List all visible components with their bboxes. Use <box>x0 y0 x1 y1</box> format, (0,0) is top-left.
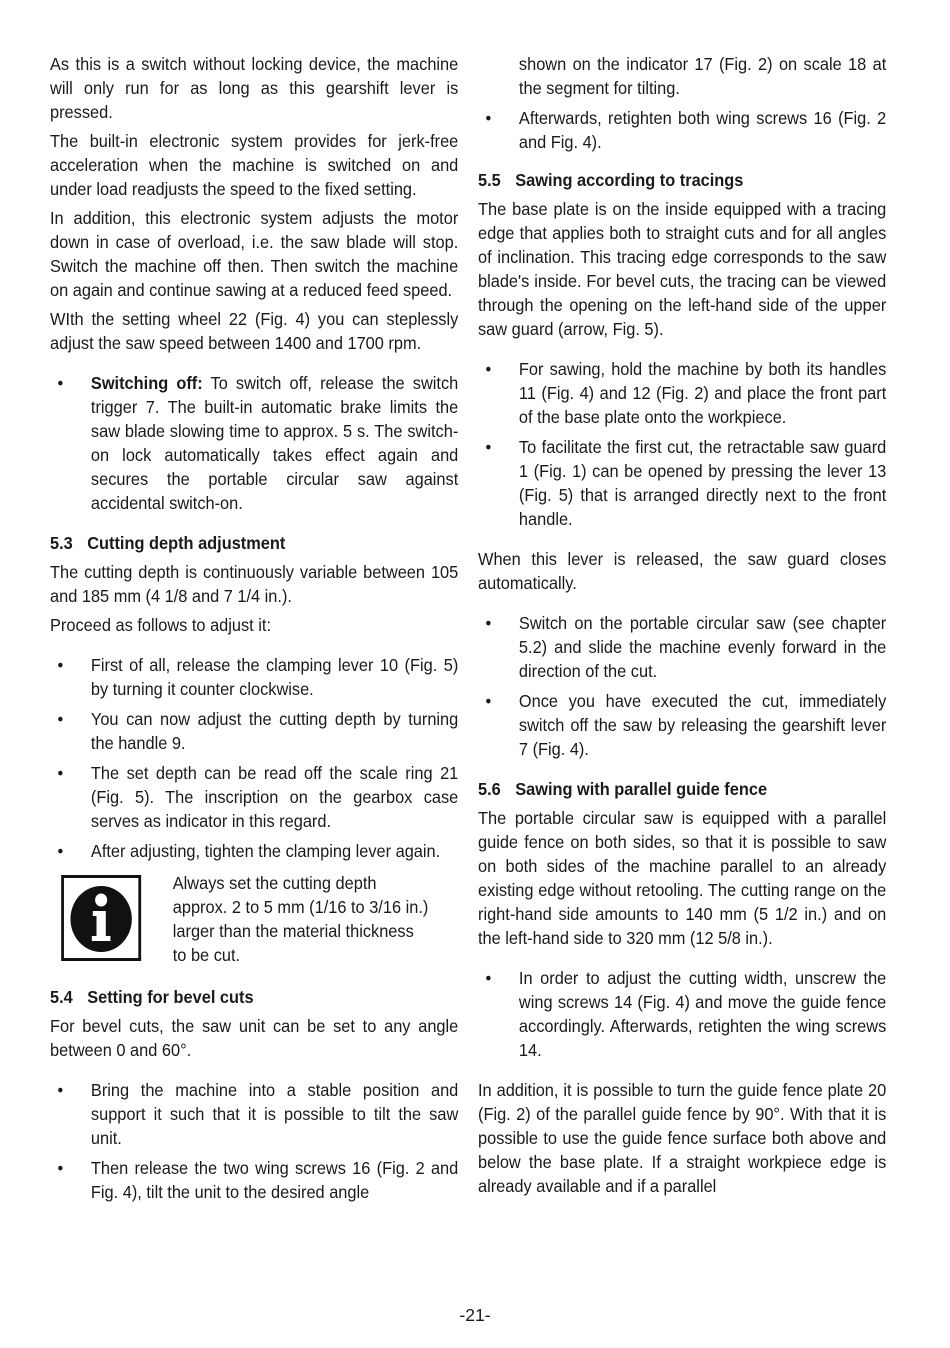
left-column <box>50 52 458 1220</box>
list-item-text: For sawing, hold the machine by both its handles 11 (Fig. 4) and 12 (Fig. 2) and place the front part of the base plate onto the workpiece. <box>518 359 887 427</box>
list-item <box>50 1156 458 1204</box>
list-item <box>50 1078 458 1150</box>
bullet: • <box>485 613 492 633</box>
bullet: • <box>57 1158 64 1178</box>
list-item-text: You can now adjust the cutting depth by turning the handle 9. <box>90 709 459 753</box>
bullet: • <box>57 373 64 393</box>
section-title: Setting for bevel cuts <box>87 987 254 1007</box>
bold-lead: Switching off: <box>90 373 203 393</box>
section-title: Sawing according to tracings <box>515 170 744 190</box>
page-number: -21- <box>459 1305 491 1325</box>
bullet: • <box>57 709 64 729</box>
list-item <box>478 611 886 683</box>
bullet: • <box>57 1080 64 1100</box>
bullet: • <box>485 691 492 711</box>
list-item <box>478 689 886 761</box>
info-icon-graphic <box>64 878 138 958</box>
list-item-text: shown on the indicator 17 (Fig. 2) on scale 18 at the segment for tilting. <box>518 54 887 98</box>
list-item-text: To facilitate the first cut, the retractable saw guard 1 (Fig. 1) can be opened by pressing the lever 13 (Fig. 5) that is arranged directly next to the front handle. <box>518 437 887 529</box>
list-item-text: To switch off, release the switch trigger 7. The built-in automatic brake limits the saw blade slowing time to approx. 5 s. The switch-on lock automatically takes effect again and secures the portable circular saw against accidental switch-on. <box>90 373 459 513</box>
bullet: • <box>57 841 64 861</box>
paragraph: The portable circular saw is equipped with a parallel guide fence on both sides, so that it is possible to saw on both sides of the machine parallel to an already existing edge without retooling. The cutting range on the right-hand side amounts to 140 mm (5 1/2 in.) and on the left-hand side to 320 mm (12 5/8 in.). <box>478 808 887 948</box>
section-heading-5-6 <box>478 777 886 801</box>
list-item-text: First of all, release the clamping lever 10 (Fig. 5) by turning it counter clockwise. <box>90 655 459 699</box>
bullet: • <box>57 763 64 783</box>
paragraph: As this is a switch without locking device, the machine will only run for as long as this gearshift lever is pressed. <box>50 54 459 122</box>
list-item <box>50 371 458 515</box>
section-number: 5.4 <box>50 987 73 1007</box>
bullet: • <box>485 359 492 379</box>
bullet-list <box>478 52 886 154</box>
bullet-list <box>50 1078 458 1204</box>
paragraph: The cutting depth is continuously variable between 105 and 185 mm (4 1/8 and 7 1/4 in.). <box>50 562 459 606</box>
list-item-text: Switch on the portable circular saw (see chapter 5.2) and slide the machine evenly forward in the direction of the cut. <box>518 613 887 681</box>
list-item-text: The set depth can be read off the scale ring 21 (Fig. 5). The inscription on the gearbox case serves as indicator in this regard. <box>90 763 459 831</box>
section-heading-5-3 <box>50 531 458 555</box>
list-item <box>478 357 886 429</box>
section-number: 5.3 <box>50 533 73 553</box>
paragraph: In addition, this electronic system adjusts the motor down in case of overload, i.e. the saw blade will stop. Switch the machine off then. Then switch the machine on again and continue sawing at a reduced feed speed. <box>50 208 459 300</box>
list-item <box>50 761 458 833</box>
bullet-list <box>50 653 458 863</box>
list-item <box>50 707 458 755</box>
list-item-text: Bring the machine into a stable position and support it such that it is possible to tilt the saw unit. <box>90 1080 459 1148</box>
section-title: Cutting depth adjustment <box>87 533 286 553</box>
bullet-list <box>50 371 458 515</box>
bullet-list <box>478 966 886 1062</box>
section-title: Sawing with parallel guide fence <box>515 779 768 799</box>
info-text <box>173 871 452 967</box>
bullet-list <box>478 357 886 531</box>
list-item <box>50 653 458 701</box>
info-line: Always set the cutting depth <box>172 873 377 893</box>
list-item-text: Once you have executed the cut, immediately switch off the saw by releasing the gearshift lever 7 (Fig. 4). <box>518 691 887 759</box>
section-heading-5-5 <box>478 168 886 192</box>
bullet: • <box>485 108 492 128</box>
paragraph: When this lever is released, the saw guard closes automatically. <box>478 549 887 593</box>
info-note <box>50 871 458 975</box>
paragraph: Proceed as follows to adjust it: <box>50 615 272 635</box>
list-item <box>478 966 886 1062</box>
paragraph: The base plate is on the inside equipped with a tracing edge that applies both to straight cuts and for all angles of inclination. This tracing edge corresponds to the saw blade's inside. For bevel cuts, the tracing can be viewed through the opening on the left-hand side of the upper saw guard (arrow, Fig. 5). <box>478 199 887 339</box>
list-item-text: Then release the two wing screws 16 (Fig. 2 and Fig. 4), tilt the unit to the desired angle <box>90 1158 459 1202</box>
list-item <box>478 106 886 154</box>
paragraph: The built-in electronic system provides for jerk-free acceleration when the machine is switched on and under load readjusts the speed to the fixed setting. <box>50 131 459 199</box>
bullet: • <box>485 437 492 457</box>
list-item <box>478 435 886 531</box>
section-number: 5.5 <box>478 170 501 190</box>
paragraph: In addition, it is possible to turn the guide fence plate 20 (Fig. 2) of the parallel guide fence by 90°. With that it is possible to use the guide fence surface both above and below the base plate. If a straight workpiece edge is already available and if a parallel <box>478 1080 887 1196</box>
list-item-text: In order to adjust the cutting width, unscrew the wing screws 14 (Fig. 4) and move the guide fence accordingly. Afterwards, retighten the wing screws 14. <box>518 968 887 1060</box>
paragraph: For bevel cuts, the saw unit can be set to any angle between 0 and 60°. <box>50 1016 459 1060</box>
right-column <box>478 52 886 1203</box>
bullet-list <box>478 611 886 761</box>
list-item-continuation <box>478 52 886 100</box>
section-heading-5-4 <box>50 985 458 1009</box>
section-number: 5.6 <box>478 779 501 799</box>
info-line: larger than the material thickness <box>172 921 414 941</box>
info-icon <box>61 875 141 961</box>
info-line: to be cut. <box>172 945 241 965</box>
list-item-text: After adjusting, tighten the clamping lever again. <box>90 841 441 861</box>
bullet: • <box>485 968 492 988</box>
info-line: approx. 2 to 5 mm (1/16 to 3/16 in.) <box>172 897 429 917</box>
bullet: • <box>57 655 64 675</box>
list-item <box>50 839 458 863</box>
list-item-text: Afterwards, retighten both wing screws 16 (Fig. 2 and Fig. 4). <box>518 108 887 152</box>
paragraph: WIth the setting wheel 22 (Fig. 4) you can steplessly adjust the saw speed between 1400 and 1700 rpm. <box>50 309 459 353</box>
